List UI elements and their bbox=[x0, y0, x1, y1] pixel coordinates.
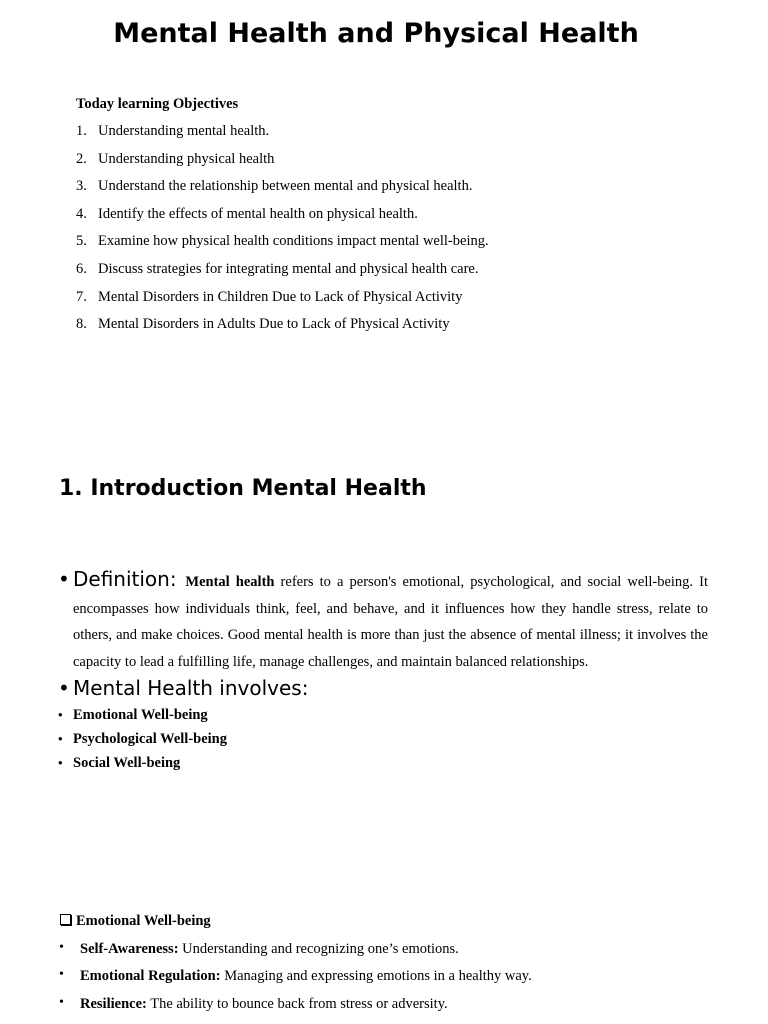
section-heading: 1. Introduction Mental Health bbox=[59, 476, 427, 501]
objective-number: 2. bbox=[76, 150, 87, 167]
objective-item bbox=[76, 149, 489, 177]
objective-text: Understanding mental health. bbox=[98, 123, 270, 139]
list-item bbox=[59, 938, 719, 966]
definition-label: Definition: bbox=[73, 567, 186, 591]
bullet-icon: • bbox=[59, 967, 64, 983]
objective-number: 8. bbox=[76, 316, 87, 333]
objective-number: 3. bbox=[76, 178, 87, 195]
definition-block bbox=[58, 566, 708, 675]
objective-number: 4. bbox=[76, 205, 87, 222]
objective-item bbox=[76, 121, 489, 149]
bullet-icon: • bbox=[58, 730, 63, 746]
objectives-list bbox=[76, 121, 489, 342]
objective-text: Understand the relationship between mental and physical health. bbox=[98, 178, 473, 195]
list-item bbox=[58, 753, 708, 777]
list-item-term: Resilience: bbox=[80, 995, 147, 1012]
list-item bbox=[59, 993, 719, 1021]
list-item-text: Emotional Well-being bbox=[73, 707, 208, 723]
emotional-wellbeing-heading-text: Emotional Well-being bbox=[76, 913, 211, 929]
bullet-icon: • bbox=[59, 939, 64, 955]
list-item-text: Social Well-being bbox=[73, 754, 181, 771]
checkbox-icon bbox=[60, 914, 71, 925]
list-item-term: Emotional Regulation: bbox=[80, 968, 221, 985]
bullet-icon: • bbox=[58, 676, 70, 700]
list-item-text: The ability to bounce back from stress or adversity. bbox=[146, 995, 448, 1012]
involves-heading: Mental Health involves: bbox=[73, 676, 309, 700]
list-item-text: Understanding and recognizing one’s emotions. bbox=[178, 940, 459, 957]
objective-number: 1. bbox=[76, 123, 87, 139]
involves-block bbox=[58, 675, 708, 776]
involves-list bbox=[58, 705, 708, 776]
list-item bbox=[58, 729, 708, 753]
list-item-text: Psychological Well-being bbox=[73, 730, 227, 747]
list-item bbox=[59, 965, 719, 993]
objective-text: Mental Disorders in Children Due to Lack of Physical Activity bbox=[98, 288, 463, 305]
objectives-block bbox=[76, 94, 489, 342]
emotional-wellbeing-section bbox=[59, 910, 719, 1021]
definition-text: refers to a person's emotional, psychological, and social well-being. It encompasses how individuals think, feel, and behave, and it influences how they handle stress, relate to others, and make choices. Good mental health is more than just the absence of mental illness; it involves the capacity to lead a fulfilling life, manage challenges, and maintain balanced relationships. bbox=[73, 574, 708, 670]
list-item bbox=[58, 705, 708, 729]
objective-number: 6. bbox=[76, 260, 87, 277]
emotional-wellbeing-heading bbox=[59, 910, 719, 938]
list-item-text: Managing and expressing emotions in a healthy way. bbox=[220, 968, 532, 985]
objective-text: Examine how physical health conditions impact mental well-being. bbox=[98, 233, 489, 250]
bullet-icon: • bbox=[58, 707, 63, 722]
objective-number: 7. bbox=[76, 288, 87, 305]
emotional-wellbeing-list bbox=[59, 938, 719, 1021]
objective-item bbox=[76, 176, 489, 204]
objective-item bbox=[76, 314, 489, 342]
bullet-icon: • bbox=[59, 994, 64, 1010]
definition-paragraph bbox=[73, 566, 708, 675]
definition-term: Mental health bbox=[185, 574, 275, 590]
objective-item bbox=[76, 259, 489, 287]
bullet-icon: • bbox=[58, 754, 63, 770]
bullet-icon: • bbox=[58, 567, 70, 591]
objective-text: Identify the effects of mental health on physical health. bbox=[98, 205, 418, 222]
objective-text: Understanding physical health bbox=[98, 150, 275, 167]
document-title: Mental Health and Physical Health bbox=[113, 18, 639, 49]
objectives-heading: Today learning Objectives bbox=[76, 96, 239, 112]
objective-text: Mental Disorders in Adults Due to Lack of Physical Activity bbox=[98, 316, 450, 333]
objective-item bbox=[76, 204, 489, 232]
list-item-term: Self-Awareness: bbox=[80, 940, 179, 957]
objective-item bbox=[76, 231, 489, 259]
objective-item bbox=[76, 287, 489, 315]
objective-number: 5. bbox=[76, 233, 87, 250]
objective-text: Discuss strategies for integrating mental and physical health care. bbox=[98, 260, 479, 277]
